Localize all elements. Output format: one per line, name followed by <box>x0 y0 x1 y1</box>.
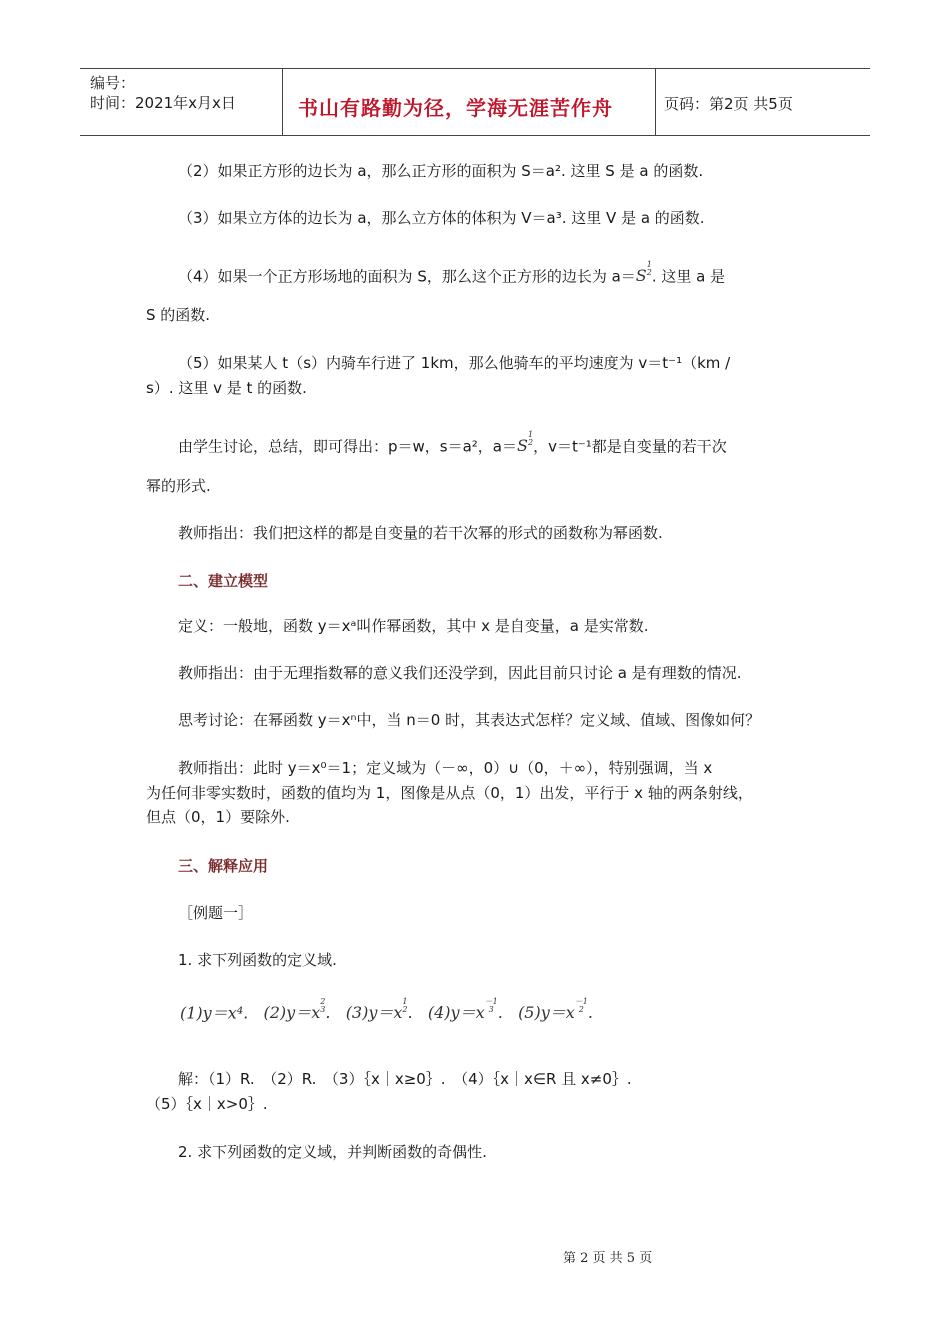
paragraph-4-tail: . 这里 a 是 <box>651 267 726 286</box>
header-time-label: 时间：2021年x月x日 <box>90 94 236 112</box>
paragraph-5-line1: （5）如果某人 t（s）内骑车行进了 1km，那么他骑车的平均速度为 v＝t⁻¹（km / <box>178 354 731 372</box>
paragraph-4-line1 <box>178 261 725 286</box>
question-2: 2. 求下列函数的定义域，并判断函数的奇偶性. <box>178 1143 487 1161</box>
header-number-label: 编号： <box>90 74 136 92</box>
summary-tail: ，v＝t⁻¹都是自变量的若干次 <box>533 437 727 456</box>
paragraph-4-line2: S 的函数. <box>146 306 211 324</box>
s-power-half-formula: S1 2 <box>635 260 652 286</box>
formula-item-2: (2)y＝x2 3. <box>263 997 331 1023</box>
teacher-note-3-line1: 教师指出：此时 y＝x⁰＝1；定义域为（－∞，0）∪（0，＋∞），特别强调，当 x <box>178 759 713 777</box>
formula-item-5: (5)y＝x－1 2 . <box>518 997 593 1023</box>
header-motto: 书山有路勤为径，学海无涯苦作舟 <box>298 96 613 120</box>
question-1: 1. 求下列函数的定义域. <box>178 951 337 969</box>
page-footer: 第 2 页 共 5 页 <box>563 1251 653 1266</box>
teacher-note-3-line3: 但点（0，1）要除外. <box>146 808 290 826</box>
paragraph-5-line2: s）. 这里 v 是 t 的函数. <box>146 379 307 397</box>
formula-item-4: (4)y＝x－1 3 . <box>427 997 503 1023</box>
formula-item-3: (3)y＝x1 2. <box>345 997 413 1023</box>
definition: 定义：一般地，函数 y＝xᵃ叫作幂函数，其中 x 是自变量，a 是实常数. <box>178 617 649 635</box>
section-heading-2: 二、建立模型 <box>178 572 269 590</box>
section-heading-3: 三、解释应用 <box>178 857 269 875</box>
header-bottom-rule <box>80 135 870 136</box>
paragraph-3: （3）如果立方体的边长为 a，那么立方体的体积为 V＝a³. 这里 V 是 a 的函数. <box>178 209 705 227</box>
s-power-half-formula-2: S1 2 <box>517 430 534 456</box>
teacher-note-1: 教师指出：我们把这样的都是自变量的若干次幂的形式的函数称为幂函数. <box>178 524 663 542</box>
header-divider-1 <box>282 68 283 135</box>
summary-line2: 幂的形式. <box>146 477 211 495</box>
function-list-formula <box>180 998 593 1023</box>
think-discussion: 思考讨论：在幂函数 y＝xⁿ中，当 n＝0 时，其表达式怎样？定义域、值域、图像如何？ <box>178 711 761 729</box>
answer-line1: 解：（1）R. （2）R. （3）｛x｜x≥0｝. （4）｛x｜x∈R 且 x≠0｝. <box>178 1070 632 1088</box>
summary-line1 <box>178 431 727 456</box>
header-divider-2 <box>655 68 656 135</box>
example-label: ［例题一］ <box>178 904 254 922</box>
teacher-note-3-line2: 为任何非零实数时，函数的值均为 1，图像是从点（0，1）出发，平行于 x 轴的两条射线， <box>146 784 753 802</box>
paragraph-4-text: （4）如果一个正方形场地的面积为 S，那么这个正方形的边长为 a＝ <box>178 267 636 286</box>
teacher-note-2: 教师指出：由于无理指数幂的意义我们还没学到，因此目前只讨论 a 是有理数的情况. <box>178 664 742 682</box>
answer-line2: （5）｛x｜x>0｝. <box>146 1095 268 1113</box>
paragraph-2: （2）如果正方形的边长为 a，那么正方形的面积为 S＝a². 这里 S 是 a 的函数. <box>178 162 704 180</box>
formula-item-1: (1)y＝x⁴. <box>180 1003 249 1023</box>
header-top-rule <box>80 68 870 69</box>
header-page-label: 页码：第2页 共5页 <box>664 95 793 113</box>
summary-text: 由学生讨论，总结，即可得出：p＝w，s＝a²，a＝ <box>178 437 518 456</box>
